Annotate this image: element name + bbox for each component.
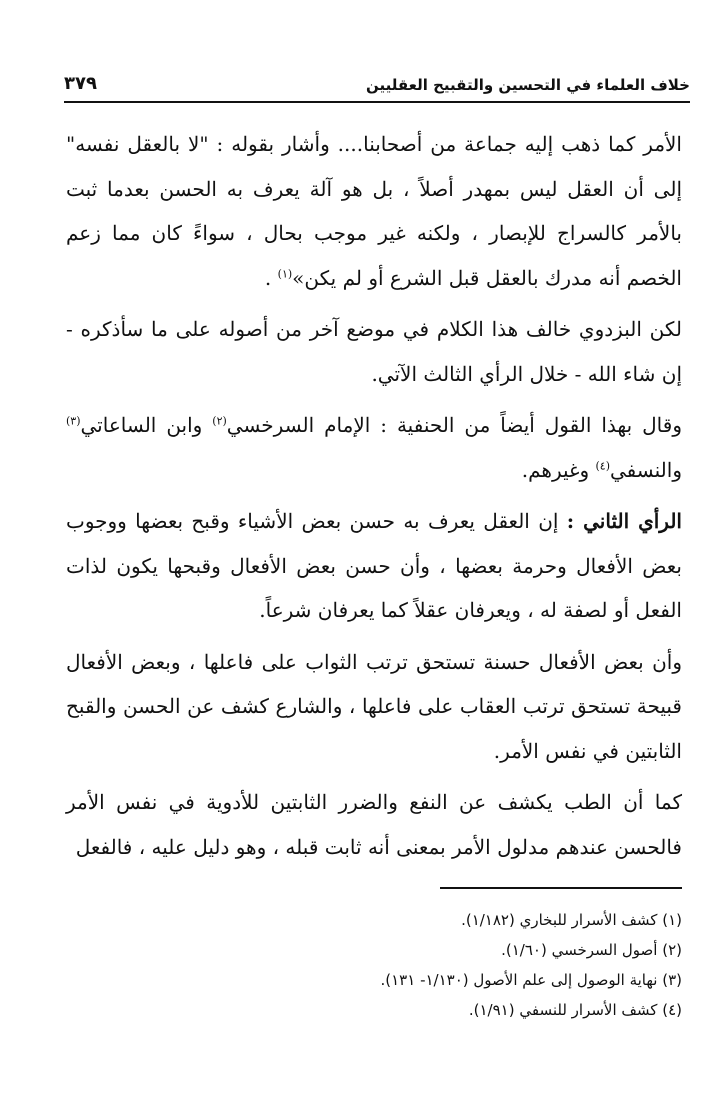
- paragraph: [66, 122, 682, 300]
- paragraph: [66, 780, 682, 869]
- paragraph-lead: الرأي الثاني :: [566, 509, 682, 533]
- paragraph: [66, 640, 682, 774]
- footnotes: [66, 905, 682, 1025]
- footnote: (٤) كشف الأسرار للنسفي (١/٩١).: [468, 1001, 682, 1019]
- paragraph-tail: والنسفي: [610, 457, 682, 482]
- footnote: (٣) نهاية الوصول إلى علم الأصول (١/١٣٠- ١٣١).: [380, 971, 682, 989]
- paragraph-text: كما أن الطب يكشف عن النفع والضرر الثابتين للأدوية في نفس الأمر فالحسن عندهم مدلول الأمر بمعنى أنه ثابت قبله ، وهو دليل عليه ، فالفعل: [66, 790, 682, 859]
- footnote: (٢) أصول السرخسي (١/٦٠).: [501, 941, 682, 959]
- paragraph-tail: وابن الساعاتي: [80, 413, 213, 437]
- running-header: [64, 66, 690, 94]
- page-number: ٣٧٩: [64, 73, 97, 94]
- paragraph-text: وقال بهذا القول أيضاً من الحنفية : الإمام السرخسي: [226, 413, 682, 437]
- paragraph-text: إن العقل يعرف به حسن بعض الأشياء وقبح بعضها ووجوب بعض الأفعال وحرمة بعضها ، وأن حسن بعض الأفعال وقبحها يكون لذات الفعل أو لصفة له ، ويعرفان عقلاً كما يعرفان شرعاً.: [66, 509, 682, 622]
- paragraph: [66, 307, 682, 396]
- header-title: خلاف العلماء في التحسين والتقبيح العقليين: [365, 76, 690, 94]
- body-text: [66, 122, 682, 876]
- footnote-ref: (٢): [212, 414, 227, 428]
- paragraph-tail: وغيرهم.: [521, 457, 596, 482]
- paragraph-text: لكن البزدوي خالف هذا الكلام في موضع آخر من أصوله على ما سأذكره - إن شاء الله - خلال الرأي الثالث الآتي.: [66, 317, 682, 386]
- footnote-ref: (٤): [595, 458, 611, 472]
- paragraph-text: الأمر كما ذهب إليه جماعة من أصحابنا.... وأشار بقوله : "لا بالعقل نفسه" إلى أن العقل ليس بمهدر أصلاً ، بل هو آلة يعرف به الحسن بعدما ثبت بالأمر كالسراج للإبصار ، ولكنه غير موجب بحال ، سواءً كان مما زعم الخصم أنه مدرك بالعقل قبل الشرع أو لم يكن»: [66, 132, 682, 290]
- footnote-ref: (١): [277, 266, 293, 280]
- footnote-rule: [440, 887, 682, 889]
- header-rule: [64, 101, 690, 103]
- footnote-ref: (٣): [66, 414, 81, 428]
- paragraph-text: وأن بعض الأفعال حسنة تستحق ترتب الثواب على فاعلها ، وبعض الأفعال قبيحة تستحق ترتب العقاب على فاعلها ، والشارع كشف عن الحسن والقبح الثابتين في نفس الأمر.: [66, 649, 682, 763]
- paragraph: [66, 499, 682, 633]
- paragraph: [66, 403, 682, 492]
- paragraph-tail: .: [264, 265, 278, 290]
- footnote: (١) كشف الأسرار للبخاري (١/١٨٢).: [461, 911, 682, 929]
